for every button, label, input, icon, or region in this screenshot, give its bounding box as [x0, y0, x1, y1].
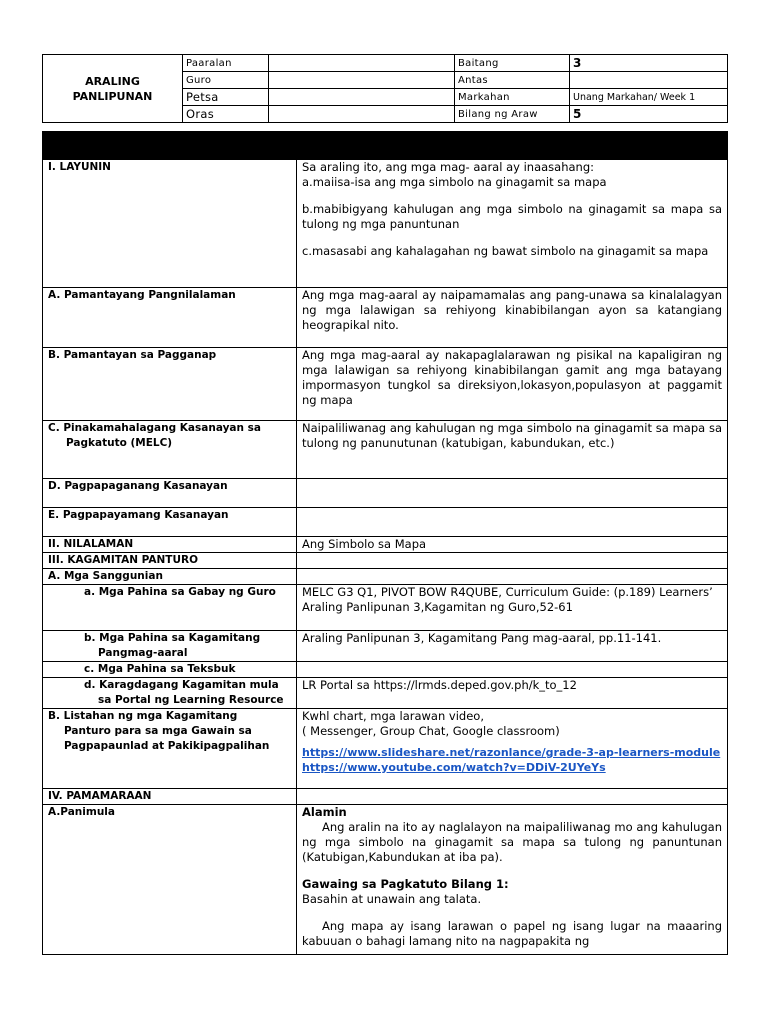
- pamamaraan-label: IV. PAMAMARAAN: [43, 789, 297, 805]
- panimula-row: [43, 805, 728, 955]
- melc-label-line2: Pagkatuto (MELC): [66, 437, 173, 449]
- oras-value: [269, 106, 455, 123]
- listahan-row: [43, 709, 728, 789]
- kagamitang-row: [43, 631, 728, 662]
- melc-label-line1: C. Pinakamahalagang Kasanayan sa: [48, 422, 261, 434]
- listahan-label-line2: Panturo para sa mga Gawain sa: [64, 725, 252, 737]
- kagamitang-label-line2: Pangmag-aaral: [98, 647, 188, 659]
- paaralan-label: Paaralan: [183, 55, 269, 72]
- baitang-value: 3: [570, 55, 728, 72]
- kagamitang-label-line1: b. Mga Pahina sa Kagamitang: [84, 632, 261, 644]
- kagamitan-row: [43, 553, 728, 569]
- listahan-label-line3: Pagpapaunlad at Pakikipagpalihan: [64, 740, 270, 752]
- melc-text: Naipaliliwanag ang kahulugan ng mga simbolo na ginagamit sa mapa sa tulong ng panunutunan (katubigan, kabundukan, etc.): [297, 421, 728, 479]
- listahan-label-line1: B. Listahan ng mga Kagamitang: [48, 710, 238, 722]
- gabay-label-text: a. Mga Pahina sa Gabay ng Guro: [84, 586, 276, 598]
- bilang-label: Bilang ng Araw: [455, 106, 570, 123]
- nilalaman-text: Ang Simbolo sa Mapa: [297, 537, 728, 553]
- karagdagang-label-line1: d. Karagdagang Kagamitan mula: [84, 679, 279, 691]
- kagamitan-label: III. KAGAMITAN PANTURO: [43, 553, 297, 569]
- pagganap-row: [43, 348, 728, 421]
- teksbuk-text: [297, 662, 728, 678]
- subject-title: ARALING PANLIPUNAN: [43, 55, 183, 123]
- listahan-content: [297, 709, 728, 789]
- teksbuk-label: [43, 662, 297, 678]
- pamamaraan-text: [297, 789, 728, 805]
- nilalaman-label: II. NILALAMAN: [43, 537, 297, 553]
- gabay-row: [43, 585, 728, 631]
- teksbuk-label-text: c. Mga Pahina sa Teksbuk: [84, 663, 236, 675]
- pagganap-text: Ang mga mag-aaral ay nakapaglalarawan ng pisikal na kapaligiran ng mga lalawigan sa rehiyong kinabibilangan gamit ang mga batayang impormasyon tungkol sa direksiyon,lokasyon,populasyon at paggamit ng mapa: [297, 348, 728, 421]
- kagamitan-text: [297, 553, 728, 569]
- header-table: [42, 54, 728, 123]
- layunin-intro: Sa araling ito, ang mga mag- aaral ay inaasahang:: [302, 160, 595, 174]
- sanggunian-label: A. Mga Sanggunian: [43, 569, 297, 585]
- layunin-row: [43, 160, 728, 288]
- pagganap-label: B. Pamantayan sa Pagganap: [43, 348, 297, 421]
- paaralan-value: [269, 55, 455, 72]
- pagpapayamang-row: [43, 508, 728, 537]
- pangnilalaman-row: [43, 288, 728, 348]
- bilang-value: 5: [570, 106, 728, 123]
- guro-value: [269, 72, 455, 89]
- lesson-table: [42, 131, 728, 955]
- basahin-text: Basahin at unawain ang talata.: [302, 892, 482, 906]
- nilalaman-row: [43, 537, 728, 553]
- youtube-link[interactable]: https://www.youtube.com/watch?v=DDiV-2UYeYs: [302, 761, 606, 774]
- markahan-label: Markahan: [455, 89, 570, 106]
- sanggunian-text: [297, 569, 728, 585]
- teksbuk-row: [43, 662, 728, 678]
- petsa-label: Petsa: [183, 89, 269, 106]
- pamamaraan-row: [43, 789, 728, 805]
- markahan-value: Unang Markahan/ Week 1: [570, 89, 728, 106]
- panimula-label: A.Panimula: [43, 805, 297, 955]
- pagpapaganang-label: D. Pagpapaganang Kasanayan: [43, 479, 297, 508]
- karagdagang-text: LR Portal sa https://lrmds.deped.gov.ph/k_to_12: [297, 678, 728, 709]
- layunin-c: c.masasabi ang kahalagahan ng bawat simbolo na ginagamit sa mapa: [302, 244, 709, 258]
- panimula-content: [297, 805, 728, 955]
- table-header-bar: [43, 132, 728, 160]
- baitang-label: Baitang: [455, 55, 570, 72]
- antas-label: Antas: [455, 72, 570, 89]
- kagamitang-text: Araling Panlipunan 3, Kagamitang Pang mag-aaral, pp.11-141.: [297, 631, 728, 662]
- layunin-label: I. LAYUNIN: [43, 160, 297, 288]
- karagdagang-row: [43, 678, 728, 709]
- pagpapaganang-row: [43, 479, 728, 508]
- pagpapayamang-label: E. Pagpapayamang Kasanayan: [43, 508, 297, 537]
- layunin-a: a.maiisa-isa ang mga simbolo na ginagamit sa mapa: [302, 175, 607, 189]
- gabay-line1: MELC G3 Q1, PIVOT BOW R4QUBE, Curriculum Guide: (p.189) Learners’: [302, 585, 713, 599]
- listahan-label: [43, 709, 297, 789]
- gabay-line2: Araling Panlipunan 3,Kagamitan ng Guro,52-61: [302, 600, 573, 614]
- karagdagang-label-line2: sa Portal ng Learning Resource: [98, 694, 284, 706]
- sanggunian-row: [43, 569, 728, 585]
- slideshare-link[interactable]: https://www.slideshare.net/razonlance/grade-3-ap-learners-module: [302, 746, 721, 759]
- oras-label: Oras: [183, 106, 269, 123]
- pangnilalaman-label: A. Pamantayang Pangnilalaman: [43, 288, 297, 348]
- petsa-value: [269, 89, 455, 106]
- layunin-b: b.mabibigyang kahulugan ang mga simbolo na ginagamit sa mapa sa tulong ng mga panuntunan: [302, 202, 722, 231]
- panimula-para2: Ang mapa ay isang larawan o papel ng isang lugar na maaaring kabuuan o bahagi lamang nito na nagpapakita ng: [302, 919, 722, 948]
- pagpapayamang-text: [297, 508, 728, 537]
- karagdagang-label: [43, 678, 297, 709]
- melc-row: [43, 421, 728, 479]
- layunin-content: [297, 160, 728, 288]
- panimula-para1: Ang aralin na ito ay naglalayon na maipaliliwanag mo ang kahulugan ng mga simbolo na ginagamit sa mapa sa tulong ng panuntunan (Katubigan,Kabundukan at iba pa).: [302, 820, 722, 864]
- pangnilalaman-text: Ang mga mag-aaral ay naipamamalas ang pang-unawa sa kinalalagyan ng mga lalawigan sa rehiyong kinabibilangan ayon sa katangiang heograpikal nito.: [297, 288, 728, 348]
- pagpapaganang-text: [297, 479, 728, 508]
- alamin-heading: Alamin: [302, 805, 347, 819]
- kagamitang-label: [43, 631, 297, 662]
- guro-label: Guro: [183, 72, 269, 89]
- gabay-content: [297, 585, 728, 631]
- listahan-line1: Kwhl chart, mga larawan video,: [302, 709, 484, 723]
- listahan-line2: ( Messenger, Group Chat, Google classroom): [302, 724, 560, 738]
- melc-label: [43, 421, 297, 479]
- antas-value: [570, 72, 728, 89]
- gawain-heading: Gawaing sa Pagkatuto Bilang 1:: [302, 877, 509, 891]
- gabay-label: [43, 585, 297, 631]
